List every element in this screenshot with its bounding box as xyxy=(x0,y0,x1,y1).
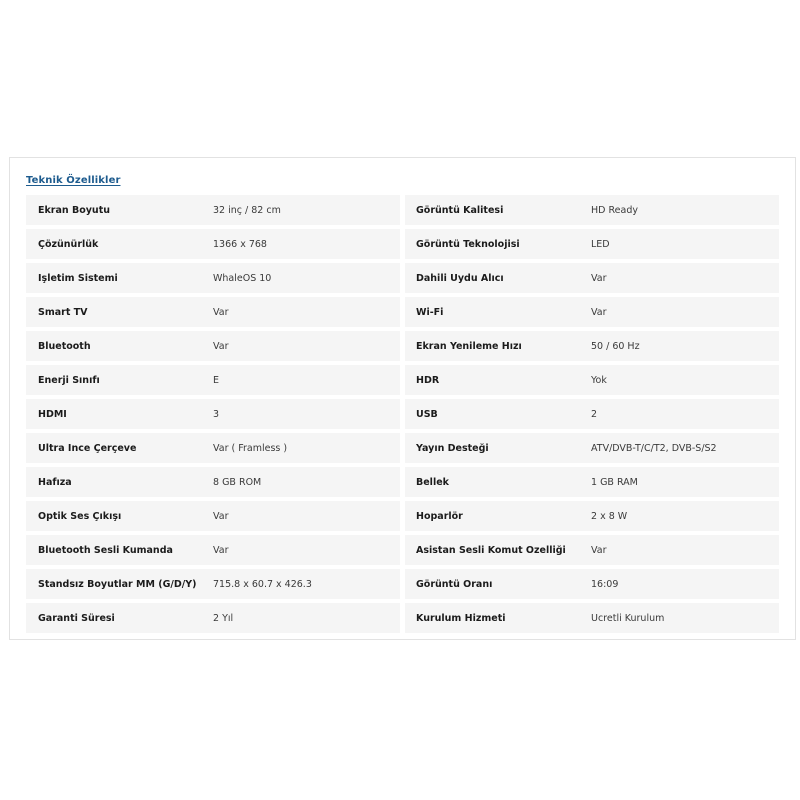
spec-grid xyxy=(26,195,779,637)
spec-column-right xyxy=(405,195,779,637)
spec-row xyxy=(405,603,779,633)
spec-label: HDMI xyxy=(38,408,67,420)
spec-row xyxy=(405,501,779,531)
spec-label: Bellek xyxy=(416,476,449,488)
spec-label: Asistan Sesli Komut Özelliği xyxy=(416,544,566,556)
spec-value: Var xyxy=(591,544,607,556)
spec-value: 2 xyxy=(591,408,598,420)
spec-row xyxy=(405,399,779,429)
spec-label: Optik Ses Çıkışı xyxy=(38,510,122,522)
spec-label: USB xyxy=(416,408,438,420)
spec-value: Var xyxy=(213,306,229,318)
spec-row xyxy=(405,331,779,361)
spec-value: 2 Yıl xyxy=(213,612,234,624)
spec-row xyxy=(26,263,400,293)
spec-label: Ekran Boyutu xyxy=(38,204,111,216)
spec-label: Ekran Yenileme Hızı xyxy=(416,340,522,352)
spec-label: Bluetooth xyxy=(38,340,91,352)
spec-label: Kurulum Hizmeti xyxy=(416,612,506,624)
spec-value: WhaleOS 10 xyxy=(213,272,272,284)
spec-label: HDR xyxy=(416,374,440,386)
spec-value: 32 inç / 82 cm xyxy=(213,204,281,216)
spec-label: Enerji Sınıfı xyxy=(38,374,100,386)
spec-value: Var xyxy=(591,306,607,318)
spec-row xyxy=(405,467,779,497)
tab-teknik-ozellikler[interactable]: Teknik Özellikler xyxy=(26,175,121,186)
spec-label: Dahili Uydu Alıcı xyxy=(416,272,504,284)
spec-row xyxy=(405,229,779,259)
spec-column-left xyxy=(26,195,400,637)
spec-value: 16:09 xyxy=(591,578,619,590)
spec-label: Yayın Desteği xyxy=(416,442,489,454)
spec-value: Yok xyxy=(591,374,607,386)
spec-label: Standsız Boyutlar MM (G/D/Y) xyxy=(38,578,197,590)
spec-value: 715.8 x 60.7 x 426.3 xyxy=(213,578,312,590)
spec-row xyxy=(26,603,400,633)
spec-value: Var xyxy=(591,272,607,284)
spec-row xyxy=(26,331,400,361)
spec-label: Wi-Fi xyxy=(416,306,444,318)
spec-row xyxy=(26,297,400,327)
spec-label: Görüntü Oranı xyxy=(416,578,493,590)
spec-row xyxy=(26,195,400,225)
spec-label: Bluetooth Sesli Kumanda xyxy=(38,544,173,556)
spec-value: 2 x 8 W xyxy=(591,510,628,522)
spec-value: 8 GB ROM xyxy=(213,476,262,488)
spec-row xyxy=(405,195,779,225)
spec-value: 3 xyxy=(213,408,220,420)
spec-row xyxy=(405,569,779,599)
spec-row xyxy=(405,297,779,327)
spec-row xyxy=(26,535,400,565)
spec-panel xyxy=(9,157,796,640)
spec-value: 1 GB RAM xyxy=(591,476,638,488)
spec-label: Görüntü Kalitesi xyxy=(416,204,504,216)
spec-value: ATV/DVB-T/C/T2, DVB-S/S2 xyxy=(591,442,717,454)
spec-row xyxy=(405,433,779,463)
spec-row xyxy=(405,365,779,395)
spec-label: Garanti Süresi xyxy=(38,612,115,624)
spec-row xyxy=(26,365,400,395)
spec-value: 50 / 60 Hz xyxy=(591,340,640,352)
spec-row xyxy=(26,569,400,599)
spec-row xyxy=(405,535,779,565)
spec-value: Var xyxy=(213,544,229,556)
spec-row xyxy=(26,467,400,497)
spec-value: LED xyxy=(591,238,610,250)
spec-value: Var ( Framless ) xyxy=(213,442,288,454)
spec-label: İşletim Sistemi xyxy=(38,272,118,284)
spec-label: Çözünürlük xyxy=(38,238,99,250)
spec-label: Hoparlör xyxy=(416,510,463,522)
spec-value: Ücretli Kurulum xyxy=(591,612,665,624)
spec-value: E xyxy=(213,374,220,386)
spec-label: Smart TV xyxy=(38,306,88,318)
spec-row xyxy=(405,263,779,293)
spec-label: Ultra İnce Çerçeve xyxy=(38,442,137,454)
spec-row xyxy=(26,399,400,429)
spec-value: Var xyxy=(213,510,229,522)
spec-value: HD Ready xyxy=(591,204,638,216)
spec-row xyxy=(26,433,400,463)
spec-value: 1366 x 768 xyxy=(213,238,267,250)
spec-value: Var xyxy=(213,340,229,352)
spec-label: Görüntü Teknolojisi xyxy=(416,238,520,250)
spec-label: Hafıza xyxy=(38,476,72,488)
spec-row xyxy=(26,229,400,259)
spec-row xyxy=(26,501,400,531)
